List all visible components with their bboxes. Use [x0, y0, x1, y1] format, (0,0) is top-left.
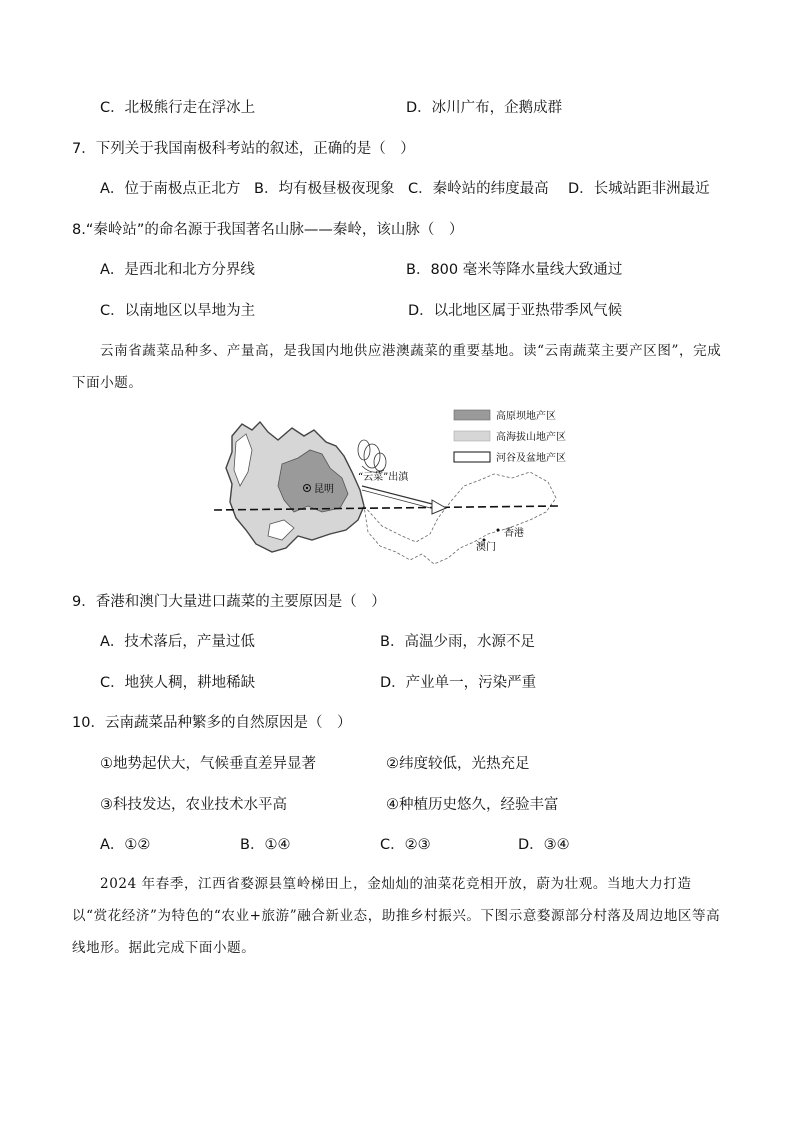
q10-statement-3: ③科技发达，农业技术水平高: [100, 797, 287, 813]
q7-option-a[interactable]: A．位于南极点正北方: [100, 181, 241, 197]
hongkong-label: 香港: [504, 528, 524, 539]
legend-swatch-plateau: [454, 410, 490, 420]
yuncai-arrow-label: “云菜”出滇: [358, 472, 409, 483]
kunming-label: 昆明: [314, 484, 334, 495]
q10-option-d[interactable]: D．③④: [518, 837, 570, 853]
q8-option-c[interactable]: C．以南地区以旱地为主: [100, 303, 256, 319]
q6-option-c[interactable]: C．北极熊行走在浮冰上: [100, 100, 256, 116]
q8-option-b[interactable]: B．800 毫米等降水量线大致通过: [406, 262, 623, 278]
macau-label: 澳门: [476, 542, 496, 553]
q10-option-c[interactable]: C．②③: [380, 837, 431, 853]
q10-option-b[interactable]: B．①④: [240, 837, 291, 853]
question-9-stem: 9．香港和澳门大量进口蔬菜的主要原因是（ ）: [72, 594, 386, 610]
legend-swatch-highland: [454, 431, 490, 441]
q10-statement-4: ④种植历史悠久，经验丰富: [386, 797, 559, 813]
q10-statement-2: ②纬度较低，光热充足: [386, 756, 530, 772]
question-7-stem: 7．下列关于我国南极科考站的叙述，正确的是（ ）: [72, 141, 415, 157]
question-10-stem: 10．云南蔬菜品种繁多的自然原因是（ ）: [72, 715, 352, 731]
export-arrow: [362, 486, 440, 506]
q7-option-c[interactable]: C．秦岭站的纬度最高: [408, 181, 549, 197]
legend-highland-label: 高海拔山地产区: [496, 432, 566, 443]
legend-plateau-label: 高原坝地产区: [496, 411, 556, 422]
q8-option-a[interactable]: A．是西北和北方分界线: [100, 262, 255, 278]
q9-option-a[interactable]: A．技术落后，产量过低: [100, 634, 255, 650]
yunnan-vegetable-map: [212, 402, 584, 578]
vegetable-icon: [358, 440, 386, 472]
intro-paragraph-yunnan: 云南省蔬菜品种多、产量高，是我国内地供应港澳蔬菜的重要基地。读“云南蔬菜主要产区图”，完成下面小题。: [72, 343, 722, 391]
q6-option-d[interactable]: D．冰川广布，企鹅成群: [406, 100, 563, 116]
q9-option-b[interactable]: B．高温少雨，水源不足: [380, 634, 535, 650]
guangdong-guangxi-outline: [364, 472, 556, 564]
q9-option-d[interactable]: D．产业单一，污染严重: [380, 675, 537, 691]
q9-option-c[interactable]: C．地狭人稠，耕地稀缺: [100, 675, 256, 691]
q10-option-a[interactable]: A．①②: [100, 837, 151, 853]
q10-statement-1: ①地势起伏大，气候垂直差异显著: [100, 756, 316, 772]
legend-valley-label: 河谷及盆地产区: [496, 453, 566, 464]
q8-option-d[interactable]: D．以北地区属于亚热带季风气候: [408, 303, 623, 319]
q7-option-b[interactable]: B．均有极昼极夜现象: [254, 181, 395, 197]
legend-swatch-valley: [454, 452, 490, 462]
intro-paragraph-wuyuan: 2024 年春季，江西省婺源县篁岭梯田上，金灿灿的油菜花竞相开放，蔚为壮观。当地大力打造以“赏花经济”为特色的“农业+旅游”融合新业态，助推乡村振兴。下图示意婺源部分村落及周边地区等高线地形。据此完成下面小题。: [72, 876, 721, 956]
question-8-stem: 8.“秦岭站”的命名源于我国著名山脉——秦岭，该山脉（ ）: [72, 222, 464, 238]
q7-option-d[interactable]: D．长城站距非洲最近: [568, 181, 710, 197]
